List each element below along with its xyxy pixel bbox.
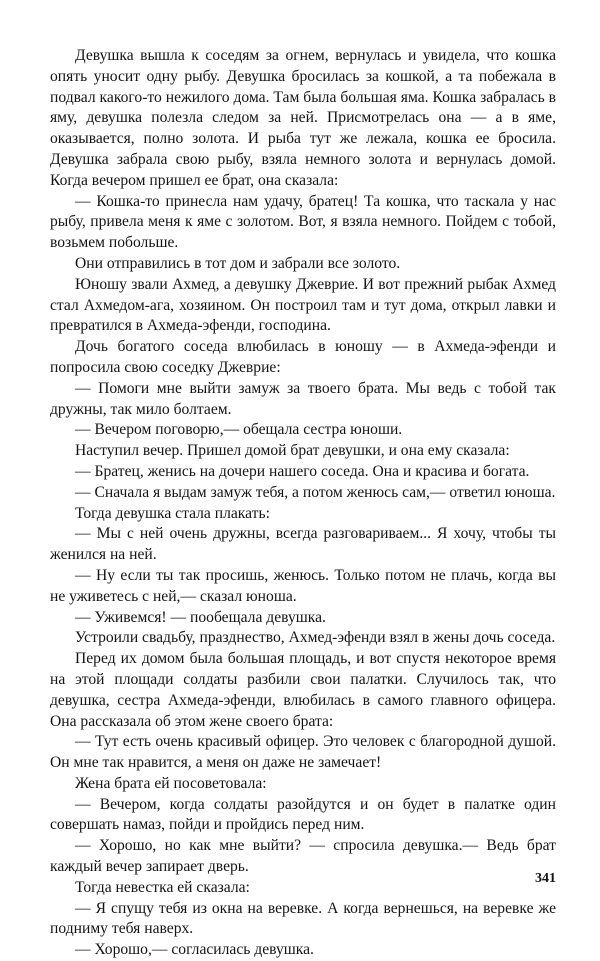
page-number: 341: [535, 871, 556, 886]
paragraph: Дочь богатого соседа влюбилась в юношу — в Ахмеда-эфенди и попросила свою соседку Джеврие:: [50, 338, 556, 376]
paragraph: — Уживемся! — пообещала девушка.: [75, 608, 326, 626]
paragraph: Девушка вышла к соседям за огнем, вернулась и увидела, что кошка опять уносит одну рыбу. Девушка бросилась за кошкой, а та побежала в подвал какого-то нежилого дома. Там была большая яма. Кошка забралась в яму, девушка полезла следом за ней. Присмотрелась она — а в яме, оказывается, полно золота. И рыба тут же лежала, кошка ее бросила. Девушка забрала свою рыбу, взяла немного золота и вернулась домой. Когда вечером пришел ее брат, она сказала:: [50, 47, 556, 189]
paragraph: Юношу звали Ахмед, а девушку Джеврие. И вот прежний рыбак Ахмед стал Ахмедом-ага, хозяином. Он построил там и тут дома, открыл лавки и превратился в Ахмеда-эфенди, господина.: [50, 275, 556, 335]
paragraph: — Вечером, когда солдаты разойдутся и он будет в палатке один совершать намаз, пойди и пройдись перед ним.: [50, 795, 556, 834]
paragraph: — Я спущу тебя из окна на веревке. А когда вернешься, на веревке же подниму тебя наверх.: [50, 899, 556, 938]
paragraph: Тогда невестка ей сказала:: [75, 878, 250, 896]
paragraph: Жена брата ей посоветовала:: [75, 774, 267, 792]
paragraph: Устроили свадьбу, празднество, Ахмед-эфенди взял в жены дочь соседа.: [75, 629, 556, 647]
paragraph: — Кошка-то принесла нам удачу, братец! Та кошка, что таскала у нас рыбу, привела меня к яме с золотом. Вот, я взяла немного. Пойдем с тобой, возьмем побольше.: [50, 192, 556, 252]
paragraph: — Помоги мне выйти замуж за твоего брата. Мы ведь с тобой так дружны, так мило болтаем.: [50, 379, 556, 418]
body-text: [50, 46, 556, 961]
paragraph: — Тут есть очень красивый офицер. Это человек с благородной душой. Он мне так нравится, а меня он даже не замечает!: [50, 733, 556, 772]
paragraph: — Мы с ней очень дружны, всегда разговариваем... Я хочу, чтобы ты женился на ней.: [50, 525, 556, 564]
paragraph: — Хорошо, но как мне выйти? — спросила девушка.— Ведь брат каждый вечер запирает дверь.: [50, 837, 556, 876]
paragraph: — Хорошо,— согласилась девушка.: [75, 941, 314, 959]
paragraph: — Сначала я выдам замуж тебя, а потом женюсь сам,— ответил юноша.: [75, 483, 556, 501]
paragraph: — Братец, женись на дочери нашего соседа. Она и красива и богата.: [75, 462, 530, 480]
paragraph: Перед их домом была большая площадь, и вот спустя некоторое время на этой площади солдаты разбили свои палатки. Случилось так, что девушка, сестра Ахмеда-эфенди, влюбилась в самого главного офицера. Она рассказала об этом жене своего брата:: [50, 650, 556, 730]
paragraph: Тогда девушка стала плакать:: [75, 504, 270, 522]
paragraph: Они отправились в тот дом и забрали все золото.: [75, 254, 401, 272]
paragraph: Наступил вечер. Пришел домой брат девушки, и она ему сказала:: [75, 442, 510, 460]
paragraph: — Ну если ты так просишь, женюсь. Только потом не плачь, когда вы не уживетесь с ней,— сказал юноша.: [50, 566, 556, 605]
paragraph: — Вечером поговорю,— обещала сестра юноши.: [75, 421, 403, 439]
